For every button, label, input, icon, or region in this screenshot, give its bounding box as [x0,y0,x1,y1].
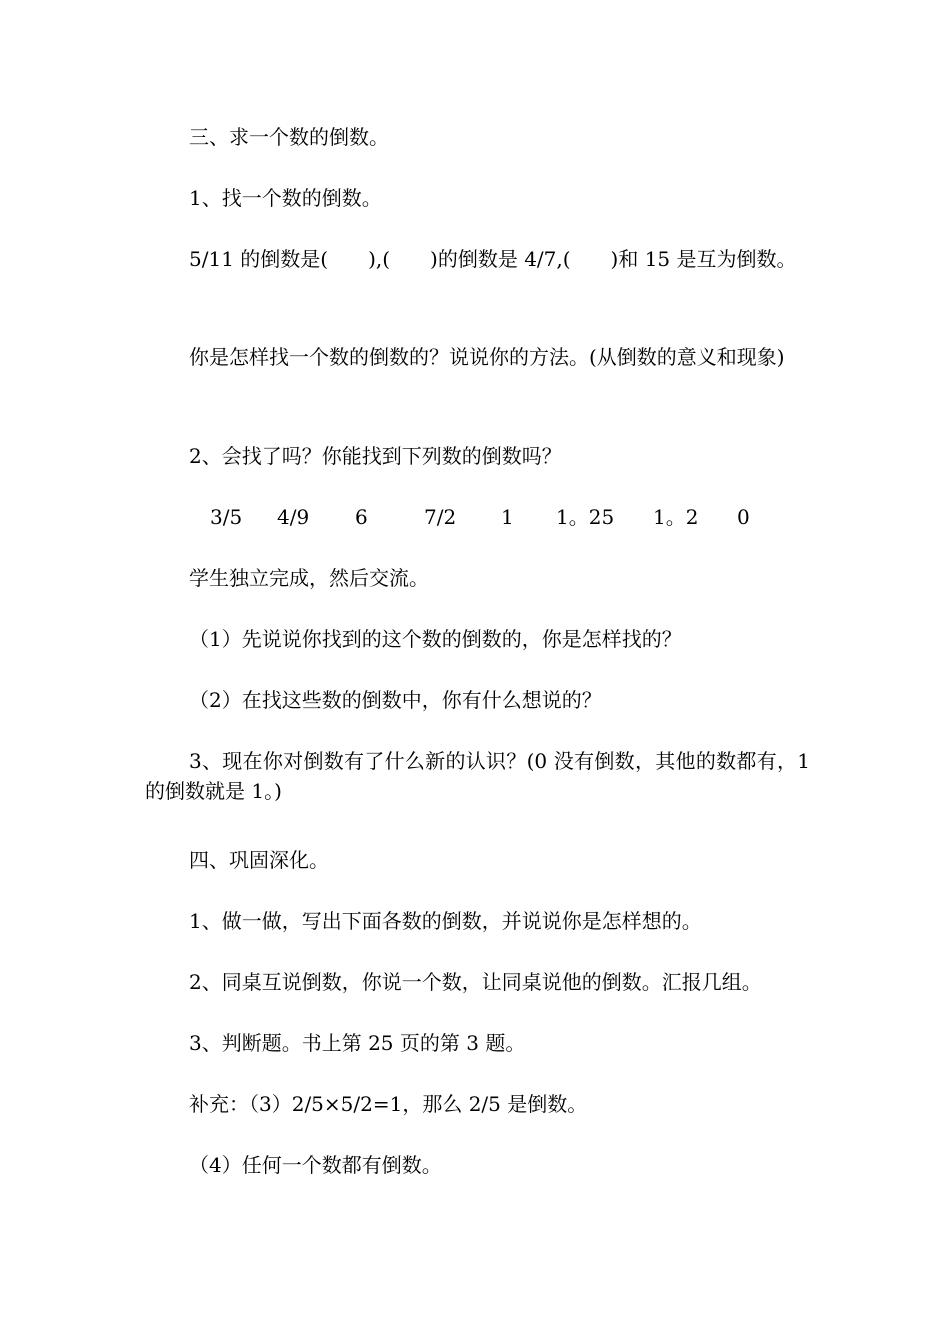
section-four-item-one: 1、做一做，写出下面各数的倒数，并说说你是怎样想的。 [189,909,702,933]
item-two-heading: 2、会找了吗？你能找到下列数的倒数吗？ [189,444,562,468]
section-four-heading: 四、巩固深化。 [189,848,329,872]
number-list [0,502,950,532]
number-item: 1。25 [556,505,615,529]
section-three-heading: 三、求一个数的倒数。 [189,125,389,149]
number-item: 6 [355,505,368,529]
student-work-line: 学生独立完成，然后交流。 [189,566,429,590]
number-item: 4/9 [277,505,310,529]
section-four-item-two: 2、同桌互说倒数，你说一个数，让同桌说他的倒数。汇报几组。 [189,970,762,994]
number-item: 3/5 [210,505,243,529]
item-three-paragraph: 3、现在你对倒数有了什么新的认识？(0 没有倒数，其他的数都有，1 的倒数就是 1。) [145,749,810,803]
method-question: 你是怎样找一个数的倒数的？说说你的方法。(从倒数的意义和现象) [189,345,785,369]
section-four-item-three: 3、判断题。书上第 25 页的第 3 题。 [189,1031,526,1055]
sub-question-four: （4）任何一个数都有倒数。 [189,1153,442,1177]
supplement-line: 补充：（3）2/5×5/2=1，那么 2/5 是倒数。 [189,1092,588,1116]
reciprocal-fill-in-question: 5/11 的倒数是( ),( )的倒数是 4/7,( )和 15 是互为倒数。 [189,247,797,271]
number-item: 1。2 [653,505,699,529]
number-item: 0 [737,505,750,529]
item-one-heading: 1、找一个数的倒数。 [189,186,382,210]
number-item: 7/2 [424,505,457,529]
sub-question-two: （2）在找这些数的倒数中，你有什么想说的？ [189,688,602,712]
number-item: 1 [501,505,514,529]
sub-question-one: （1）先说说你找到的这个数的倒数的，你是怎样找的？ [189,627,682,651]
